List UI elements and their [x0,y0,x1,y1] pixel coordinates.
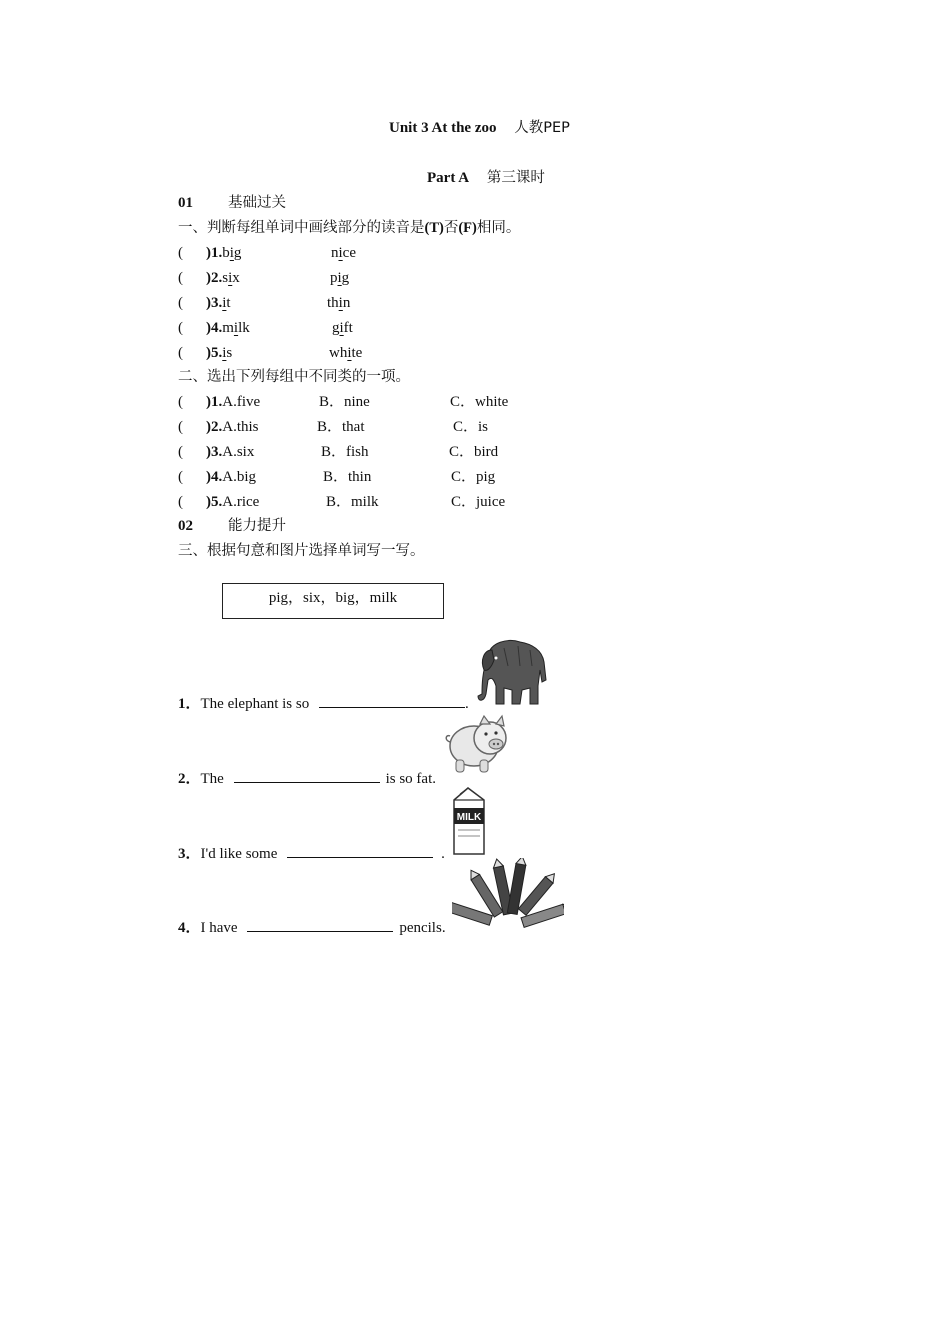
q1-word-2: gift [332,320,353,336]
q2-option-c: C．pig [451,469,496,485]
section-number-02: 02 [178,518,193,534]
q1-item: ( )1.big [178,245,242,261]
q2-item: ( )3.A.six [178,444,255,460]
word-bank-box: pig，six，big，milk [222,583,444,619]
q2-option-b: B．milk [326,494,379,510]
page-title: Unit 3 At the zoo 人教PEP [389,120,570,136]
pig-icon [444,712,512,776]
lesson-heading: Part A 第三课时 [427,170,545,186]
q2-option-c: C．is [453,419,489,435]
question-3-instruction: 三、根据句意和图片选择单词写一写。 [178,543,425,559]
q1-word-2: pig [330,270,350,286]
q2-option-b: B．fish [321,444,369,460]
section-label-basic: 基础过关 [228,195,286,211]
q2-option-c: C．bird [449,444,499,460]
q2-option-b: B．that [317,419,365,435]
answer-blank-4[interactable] [247,917,393,932]
elephant-icon [474,636,548,708]
answer-blank-1[interactable] [319,693,465,708]
answer-blank-3[interactable] [287,843,433,858]
q2-option-c: C．juice [451,494,506,510]
question-2-instruction: 二、选出下列每组中不同类的一项。 [178,369,410,385]
question-1-instruction: 一、判断每组单词中画线部分的读音是(T)否(F)相同。 [178,220,521,236]
q3-sentence-2: 2．The is so fat. [178,768,436,788]
q2-item: ( )4.A.big [178,469,256,485]
edition-label: 人教PEP [514,120,570,136]
pencils-icon [452,858,564,930]
q3-sentence-3: 3．I'd like some . [178,843,445,863]
q1-item: ( )5.is [178,345,233,361]
milk-label: MILK [456,812,482,823]
q2-option-b: B．nine [319,394,370,410]
q1-word-2: thin [327,295,351,311]
q2-option-c: C．white [450,394,509,410]
q1-item: ( )3.it [178,295,231,311]
q3-sentence-1: 1．The elephant is so . [178,693,469,713]
q2-option-b: B．thin [323,469,372,485]
q2-item: ( )2.A.this [178,419,259,435]
q2-item: ( )1.A.five [178,394,261,410]
q1-item: ( )4.milk [178,320,250,336]
section-number-01: 01 [178,195,193,211]
section-label-advanced: 能力提升 [228,518,286,534]
answer-blank-2[interactable] [234,768,380,783]
q1-item: ( )2.six [178,270,240,286]
milk-carton-icon [448,786,490,856]
q1-word-2: nice [331,245,356,261]
q2-item: ( )5.A.rice [178,494,260,510]
q1-word-2: white [329,345,363,361]
q3-sentence-4: 4．I have pencils. [178,917,446,937]
